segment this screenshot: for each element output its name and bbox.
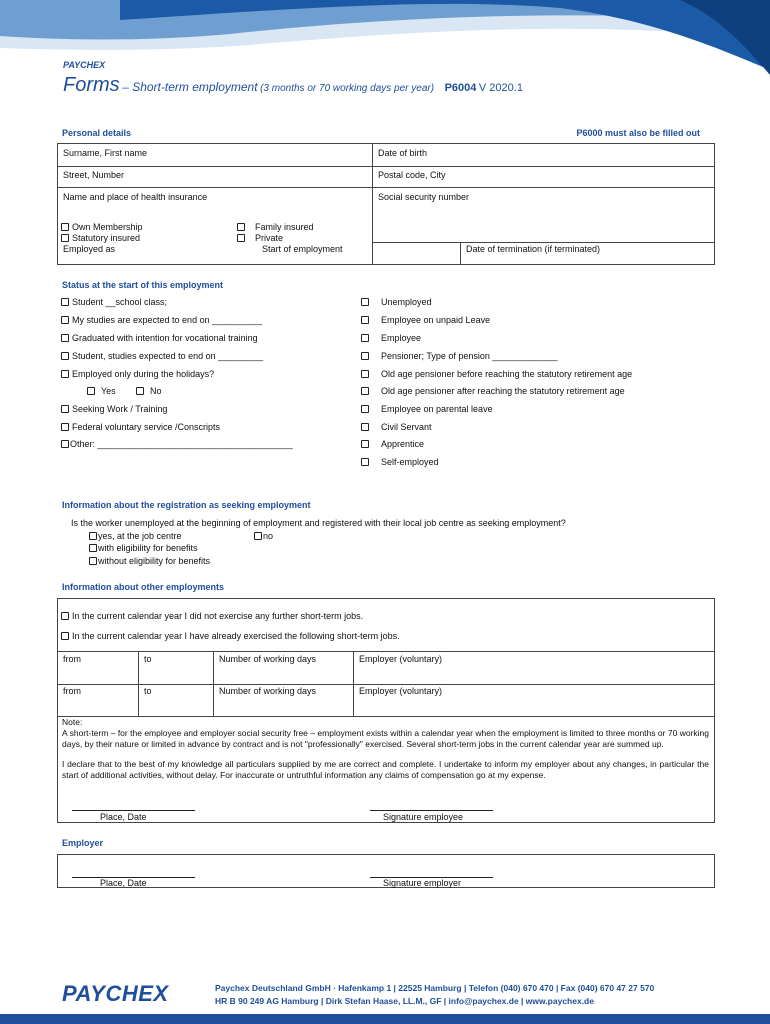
further-jobs-option[interactable] [61, 631, 400, 641]
option-label: Pensioner; Type of pension _____________ [381, 351, 558, 361]
registration-question: Is the worker unemployed at the beginning of employment and registered with their local job centre as seeking employment? [71, 518, 566, 528]
checkbox[interactable] [237, 234, 245, 242]
checkbox[interactable] [61, 334, 69, 342]
checkbox[interactable] [136, 387, 144, 395]
option-label: Employed only during the holidays? [72, 369, 215, 379]
checkbox[interactable] [361, 458, 369, 466]
checkbox[interactable] [61, 632, 69, 640]
row2-days[interactable]: Number of working days [219, 686, 317, 696]
option-label: Employee on unpaid Leave [381, 315, 491, 325]
termination-field[interactable]: Date of termination (if terminated) [466, 244, 601, 254]
option-label: without eligibility for benefits [98, 556, 211, 566]
personal-heading: Personal details [62, 128, 132, 138]
status-left-2[interactable] [61, 333, 258, 343]
private-option[interactable] [237, 233, 283, 243]
status-left2-1[interactable] [61, 422, 220, 432]
personal-note: P6000 must also be filled out [576, 128, 700, 138]
status-right-6[interactable] [361, 404, 493, 414]
checkbox[interactable] [61, 234, 69, 242]
option-label: My studies are expected to end on __________ [72, 315, 263, 325]
status-left-1[interactable] [61, 315, 262, 325]
note-paragraph-2: I declare that to the best of my knowledge all particulars supplied by me are correct and complete. I undertake to inform my employer about any changes, in particular the start of additional activities, without delay. For inaccurate or untruthful information any claims of compensation go at my expense. [62, 759, 709, 780]
status-right-5[interactable] [361, 386, 625, 396]
row1-days[interactable]: Number of working days [219, 654, 317, 664]
option-label: Unemployed [381, 297, 432, 307]
registration-yes-option[interactable] [89, 531, 182, 541]
registration-heading: Information about the registration as seeking employment [62, 500, 311, 510]
option-label: no [263, 531, 274, 541]
brand-small: PAYCHEX [63, 60, 106, 70]
checkbox[interactable] [361, 352, 369, 360]
option-label: In the current calendar year I did not exercise any further short-term jobs. [72, 611, 364, 621]
option-label: Old age pensioner after reaching the statutory retirement age [381, 386, 625, 396]
checkbox[interactable] [254, 532, 262, 540]
no-further-jobs-option[interactable] [61, 611, 363, 621]
row2-to[interactable]: to [144, 686, 152, 696]
checkbox[interactable] [361, 316, 369, 324]
own-membership-option[interactable] [61, 222, 143, 232]
option-label: Own Membership [72, 222, 143, 232]
footer-logo: PAYCHEX [62, 981, 169, 1006]
with-benefits-option[interactable] [89, 543, 198, 553]
page-title [63, 74, 523, 97]
option-label: yes, at the job centre [98, 531, 182, 541]
employee-place-date[interactable]: Place, Date [100, 812, 147, 822]
employer-signature[interactable]: Signature employer [383, 878, 462, 888]
registration-no-option[interactable] [254, 531, 273, 541]
form-code: P6004 [444, 82, 477, 94]
row1-employer[interactable]: Employer (voluntary) [359, 654, 443, 664]
form-version: V 2020.1 [478, 82, 523, 94]
option-label: Other: _______________________________________ [70, 439, 293, 449]
other-heading: Information about other employments [62, 582, 225, 592]
option-label: Employee on parental leave [381, 404, 493, 414]
option-label: Student __school class; [72, 297, 168, 307]
street-field[interactable]: Street, Number [63, 170, 125, 180]
status-left-3[interactable] [61, 351, 263, 361]
status-right-2[interactable] [361, 333, 421, 343]
checkbox[interactable] [89, 544, 97, 552]
checkbox[interactable] [61, 223, 69, 231]
checkbox[interactable] [361, 387, 369, 395]
status-left-4[interactable] [61, 369, 214, 379]
status-left-0[interactable] [61, 297, 167, 307]
option-label: Yes [101, 386, 116, 396]
checkbox[interactable] [61, 440, 69, 448]
insurance-field[interactable]: Name and place of health insurance [63, 192, 208, 202]
option-label: Seeking Work / Training [72, 404, 168, 414]
option-label: with eligibility for benefits [98, 543, 198, 553]
status-right-0[interactable] [361, 297, 432, 307]
row2-from[interactable]: from [63, 686, 81, 696]
footer-line-1: Paychex Deutschland GmbH · Hafenkamp 1 | 22525 Hamburg | Telefon (040) 670 470 | Fax (040) 670 47 27 570 [215, 983, 655, 993]
checkbox[interactable] [61, 352, 69, 360]
checkbox[interactable] [237, 223, 245, 231]
checkbox[interactable] [361, 370, 369, 378]
status-right-8[interactable] [361, 439, 424, 449]
option-label: Self-employed [381, 457, 439, 467]
statutory-option[interactable] [61, 233, 140, 243]
option-label: Civil Servant [381, 422, 432, 432]
name-field[interactable]: Surname, First name [63, 148, 148, 158]
option-label: Student, studies expected to end on _________ [72, 351, 264, 361]
ssn-field[interactable]: Social security number [378, 192, 470, 202]
checkbox[interactable] [361, 423, 369, 431]
checkbox[interactable] [61, 405, 69, 413]
checkbox[interactable] [361, 334, 369, 342]
checkbox[interactable] [89, 532, 97, 540]
option-label: Statutory insured [72, 233, 141, 243]
checkbox[interactable] [61, 423, 69, 431]
note-title: Note: [62, 717, 83, 727]
employee-signature[interactable]: Signature employee [383, 812, 464, 822]
status-right-3[interactable] [361, 351, 557, 361]
option-label: Apprentice [381, 439, 425, 449]
title-rest: – Short-term employment [122, 80, 258, 94]
checkbox[interactable] [361, 405, 369, 413]
postal-field[interactable]: Postal code, City [378, 170, 446, 180]
employer-heading: Employer [62, 838, 104, 848]
checkbox[interactable] [61, 298, 69, 306]
status-right-1[interactable] [361, 315, 490, 325]
footer-bar [0, 1014, 770, 1024]
option-label: Employee [381, 333, 422, 343]
option-label: Graduated with intention for vocational training [72, 333, 258, 343]
note-paragraph-1: A short-term – for the employee and employer social security free – employment exists within a calendar year when the employment is limited to three months or 70 working days, by their nature or limited in advance by contract and is not "professionally" exercised. Several short-term jobs in the current calendar year are summed up. [62, 728, 709, 749]
option-label: In the current calendar year I have already exercised the following short-term jobs. [72, 631, 400, 641]
option-label: Federal voluntary service /Conscripts [72, 422, 221, 432]
family-option[interactable] [237, 222, 314, 232]
status-heading: Status at the start of this employment [62, 280, 224, 290]
start-field[interactable]: Start of employment [262, 244, 343, 254]
dob-field[interactable]: Date of birth [378, 148, 428, 158]
title-note: (3 months or 70 working days per year) [260, 83, 435, 94]
status-right-7[interactable] [361, 422, 432, 432]
holidays-no-option[interactable] [136, 386, 162, 396]
checkbox[interactable] [87, 387, 95, 395]
holidays-yes-option[interactable] [87, 386, 116, 396]
employed-as-field[interactable]: Employed as [63, 244, 116, 254]
option-label: Old age pensioner before reaching the statutory retirement age [381, 369, 633, 379]
checkbox[interactable] [61, 316, 69, 324]
option-label: Family insured [255, 222, 314, 232]
without-benefits-option[interactable] [89, 556, 210, 566]
status-left2-0[interactable] [61, 404, 167, 414]
personal-details-box [57, 143, 715, 265]
employer-place-date[interactable]: Place, Date [100, 878, 147, 888]
footer-line-2: HR B 90 249 AG Hamburg | Dirk Stefan Haase, LL.M., GF | info@paychex.de | www.paychex.de [215, 996, 594, 1006]
checkbox[interactable] [89, 557, 97, 565]
row1-from[interactable]: from [63, 654, 81, 664]
checkbox[interactable] [361, 440, 369, 448]
option-label: No [150, 386, 162, 396]
status-left2-2[interactable] [61, 439, 293, 449]
header-banner [0, 0, 770, 75]
checkbox[interactable] [361, 298, 369, 306]
status-right-4[interactable] [361, 369, 632, 379]
row1-to[interactable]: to [144, 654, 152, 664]
title-forms: Forms [63, 74, 120, 96]
status-right-9[interactable] [361, 457, 439, 467]
checkbox[interactable] [61, 370, 69, 378]
checkbox[interactable] [61, 612, 69, 620]
option-label: Private [255, 233, 284, 243]
row2-employer[interactable]: Employer (voluntary) [359, 686, 443, 696]
